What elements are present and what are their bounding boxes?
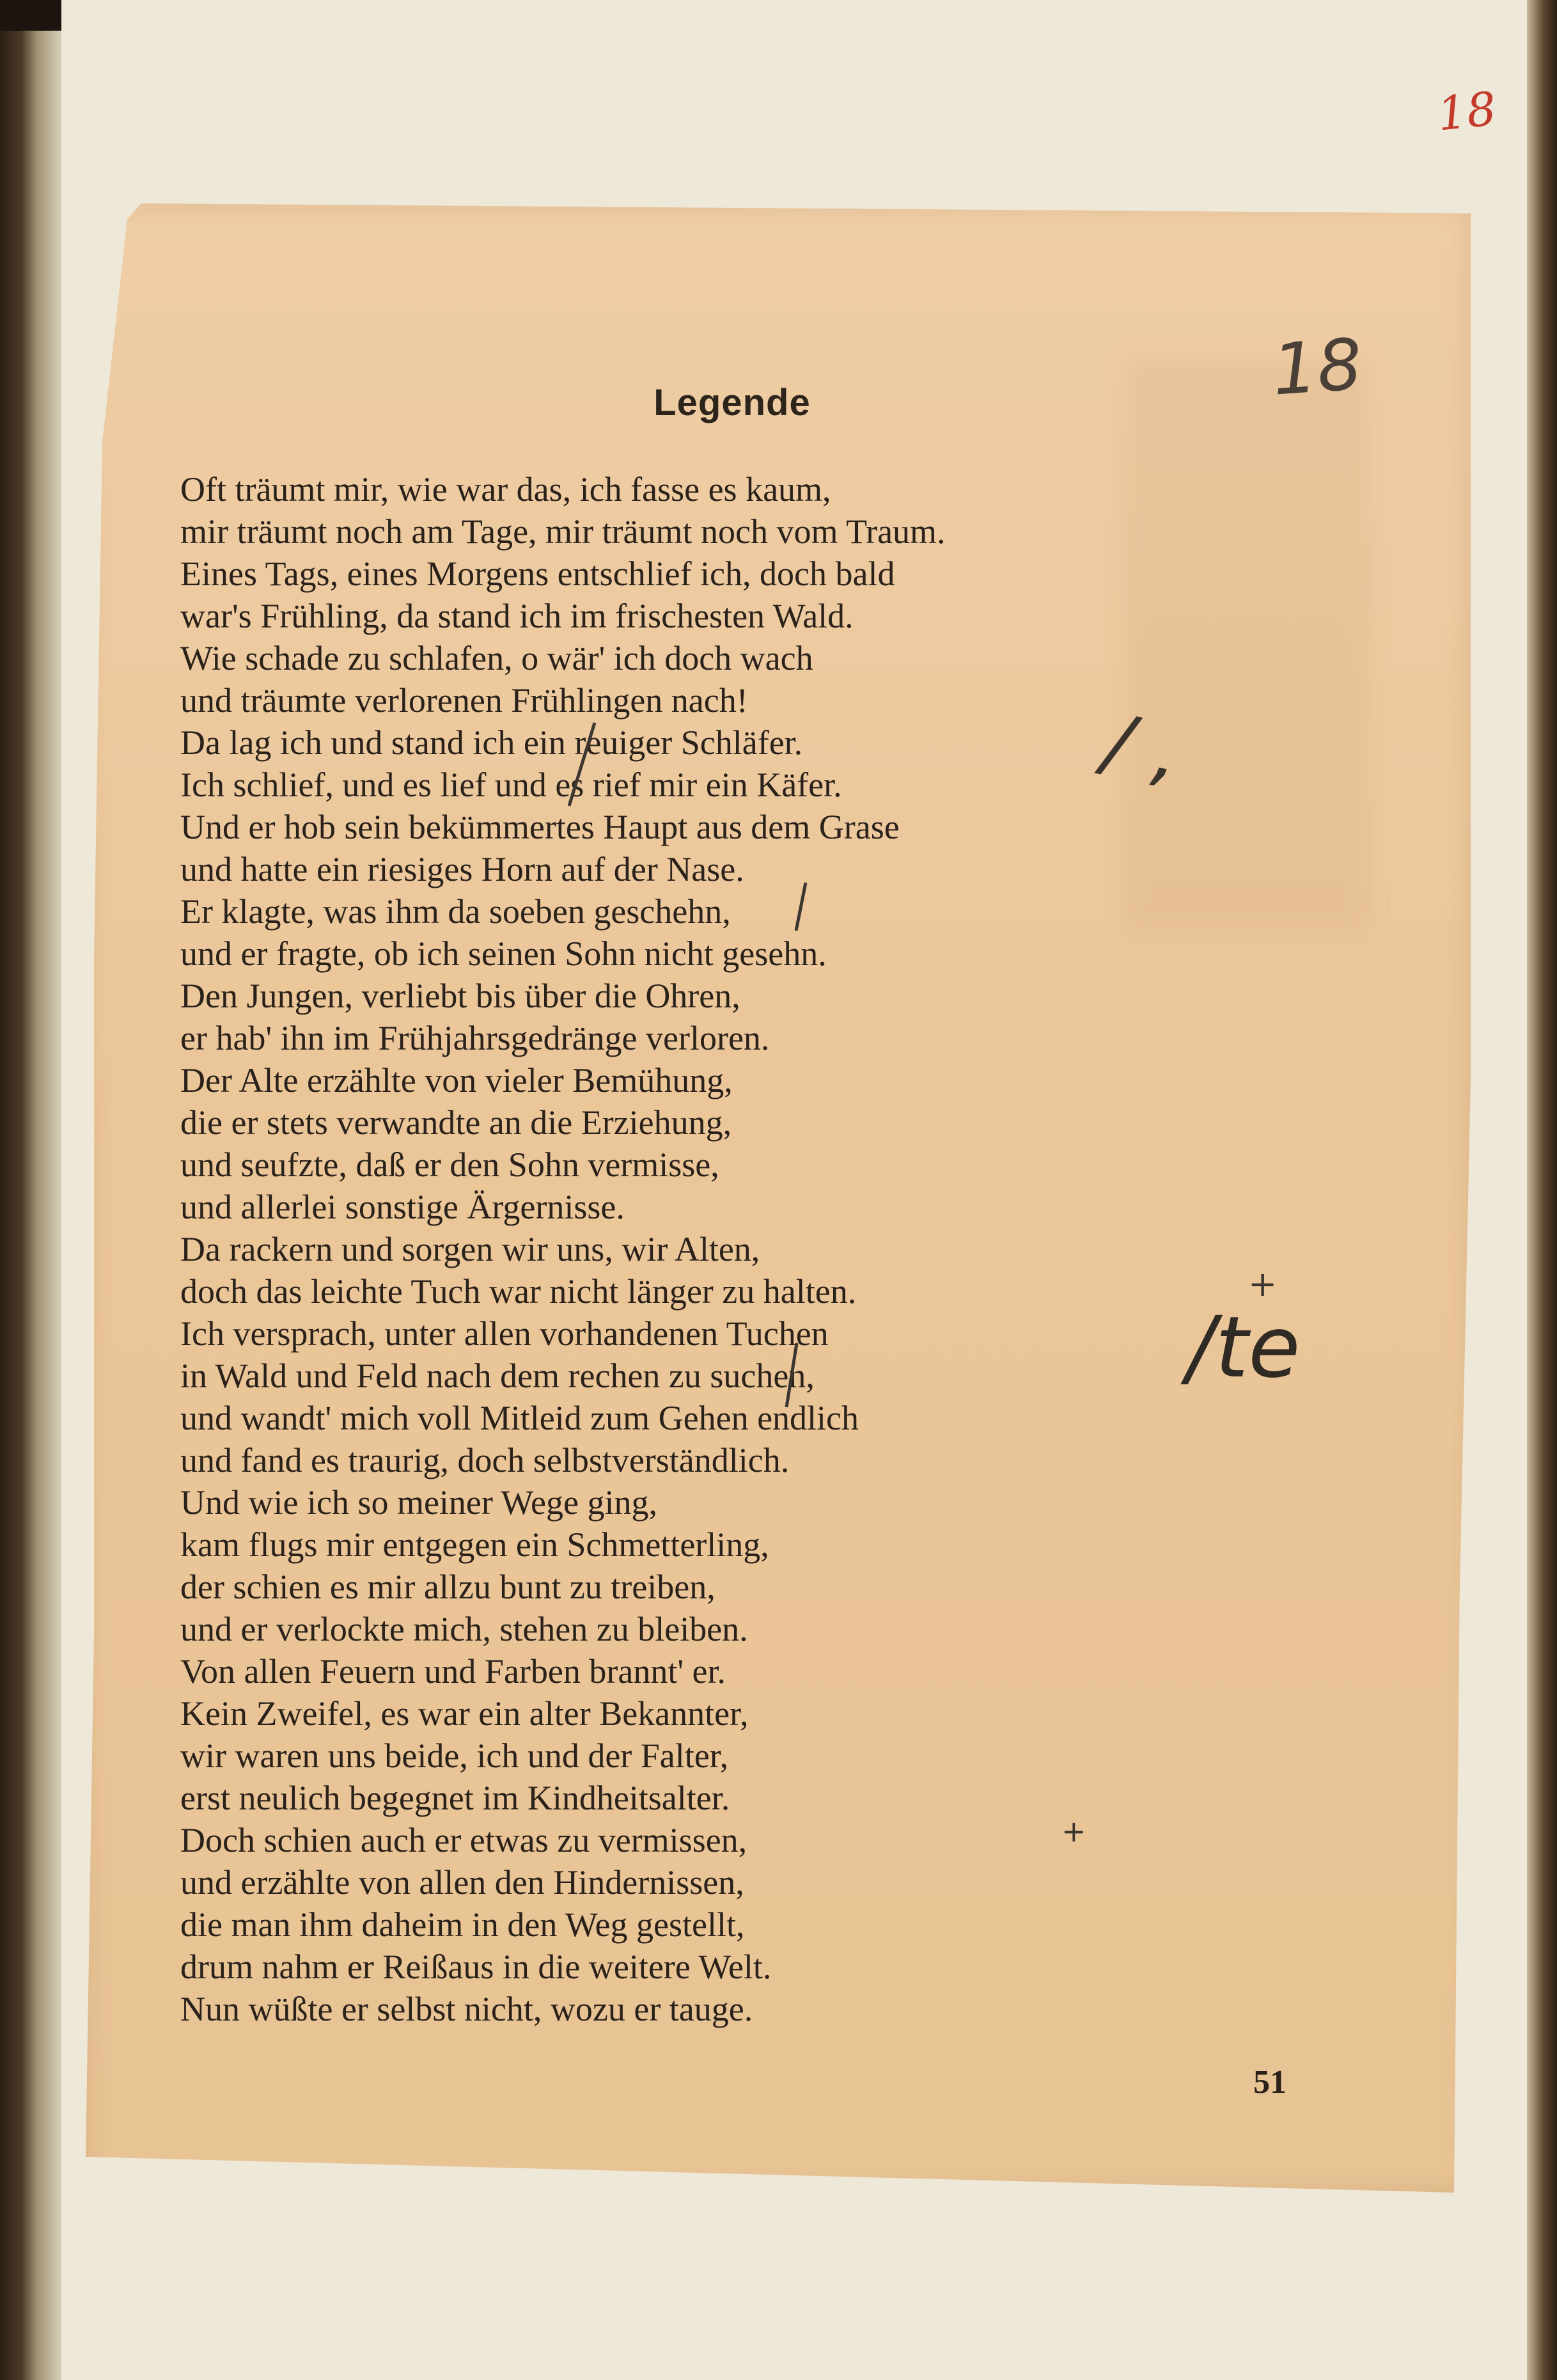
pencil-correction-mark: / , (1097, 697, 1187, 799)
poem-line: Ich versprach, unter allen vorhandenen Tuchen (180, 1314, 829, 1353)
poem-line: in Wald und Feld nach dem rechen zu suchen, (180, 1357, 815, 1395)
poem-line: und hatte ein riesiges Horn auf der Nase. (180, 850, 744, 888)
poem-line: und fand es traurig, doch selbstverständlich. (180, 1441, 790, 1479)
poem-line: und allerlei sonstige Ärgernisse. (180, 1188, 625, 1226)
book-spine-edge (0, 0, 61, 2380)
pencil-plus-mark-lower: + (1061, 1814, 1086, 1848)
poem-line: der schien es mir allzu bunt zu treiben, (180, 1568, 716, 1606)
poem-line: Und wie ich so meiner Wege ging, (180, 1483, 657, 1522)
poem-line: und wandt' mich voll Mitleid zum Gehen endlich (180, 1399, 859, 1437)
poem-line: Er klagte, was ihm da soeben geschehn, (180, 892, 731, 931)
poem-line: Der Alte erzählte von vieler Bemühung, (180, 1061, 733, 1099)
poem-line: erst neulich begegnet im Kindheitsalter. (180, 1779, 730, 1817)
poem-line: und erzählte von allen den Hindernissen, (180, 1863, 744, 1902)
poem-line: und er fragte, ob ich seinen Sohn nicht gesehn. (180, 934, 827, 973)
poem-line: Oft träumt mir, wie war das, ich fasse es kaum, (180, 470, 831, 508)
poem-line: Doch schien auch er etwas zu vermissen, (180, 1821, 747, 1859)
clipping-page-number: 51 (1253, 2064, 1287, 2100)
poem-line: Und er hob sein bekümmertes Haupt aus dem Grase (180, 808, 900, 846)
poem-line: die er stets verwandte an die Erziehung, (180, 1103, 732, 1142)
poem-line: Da rackern und sorgen wir uns, wir Alten, (180, 1230, 760, 1268)
poem-line: und er verlockte mich, stehen zu bleiben. (180, 1610, 748, 1648)
poem-line: kam flugs mir entgegen ein Schmetterling, (180, 1525, 769, 1564)
pencil-correction-te: /te (1187, 1298, 1301, 1397)
poem-title: Legende (653, 382, 811, 423)
poem-line: mir träumt noch am Tage, mir träumt noch vom Traum. (180, 512, 946, 551)
poem-line: Den Jungen, verliebt bis über die Ohren, (180, 977, 740, 1015)
poem-line: war's Frühling, da stand ich im frischesten Wald. (180, 597, 854, 635)
poem-line: und seufzte, daß er den Sohn vermisse, (180, 1146, 719, 1184)
poem-line: Ich schlief, und es lief und es rief mir ein Käfer. (180, 766, 842, 804)
poem-line: die man ihm daheim in den Weg gestellt, (180, 1905, 745, 1944)
poem-line: Von allen Feuern und Farben brannt' er. (180, 1652, 726, 1690)
page-right-edge (1527, 0, 1557, 2380)
poem-line: und träumte verlorenen Frühlingen nach! (180, 681, 748, 720)
poem-line: er hab' ihn im Frühjahrsgedränge verloren. (180, 1019, 770, 1057)
pencil-plus-mark: + (1248, 1264, 1278, 1304)
poem-text (180, 468, 1242, 2030)
pencil-note-18: 18 (1269, 323, 1365, 411)
poem-line: wir waren uns beide, ich und der Falter, (180, 1737, 729, 1775)
poem-line: Eines Tags, eines Morgens entschlief ich, doch bald (180, 555, 895, 593)
poem-line: doch das leichte Tuch war nicht länger zu halten. (180, 1272, 857, 1311)
poem-line: Da lag ich und stand ich ein reuiger Schläfer. (180, 723, 803, 762)
poem-line: Nun wüßte er selbst nicht, wozu er tauge. (180, 1990, 753, 2028)
poem-line: Kein Zweifel, es war ein alter Bekannter, (180, 1694, 749, 1733)
poem-line: Wie schade zu schlafen, o wär' ich doch wach (180, 639, 813, 677)
poem-line: drum nahm er Reißaus in die weitere Welt. (180, 1948, 772, 1986)
archive-page-number: 18 (1434, 81, 1499, 141)
